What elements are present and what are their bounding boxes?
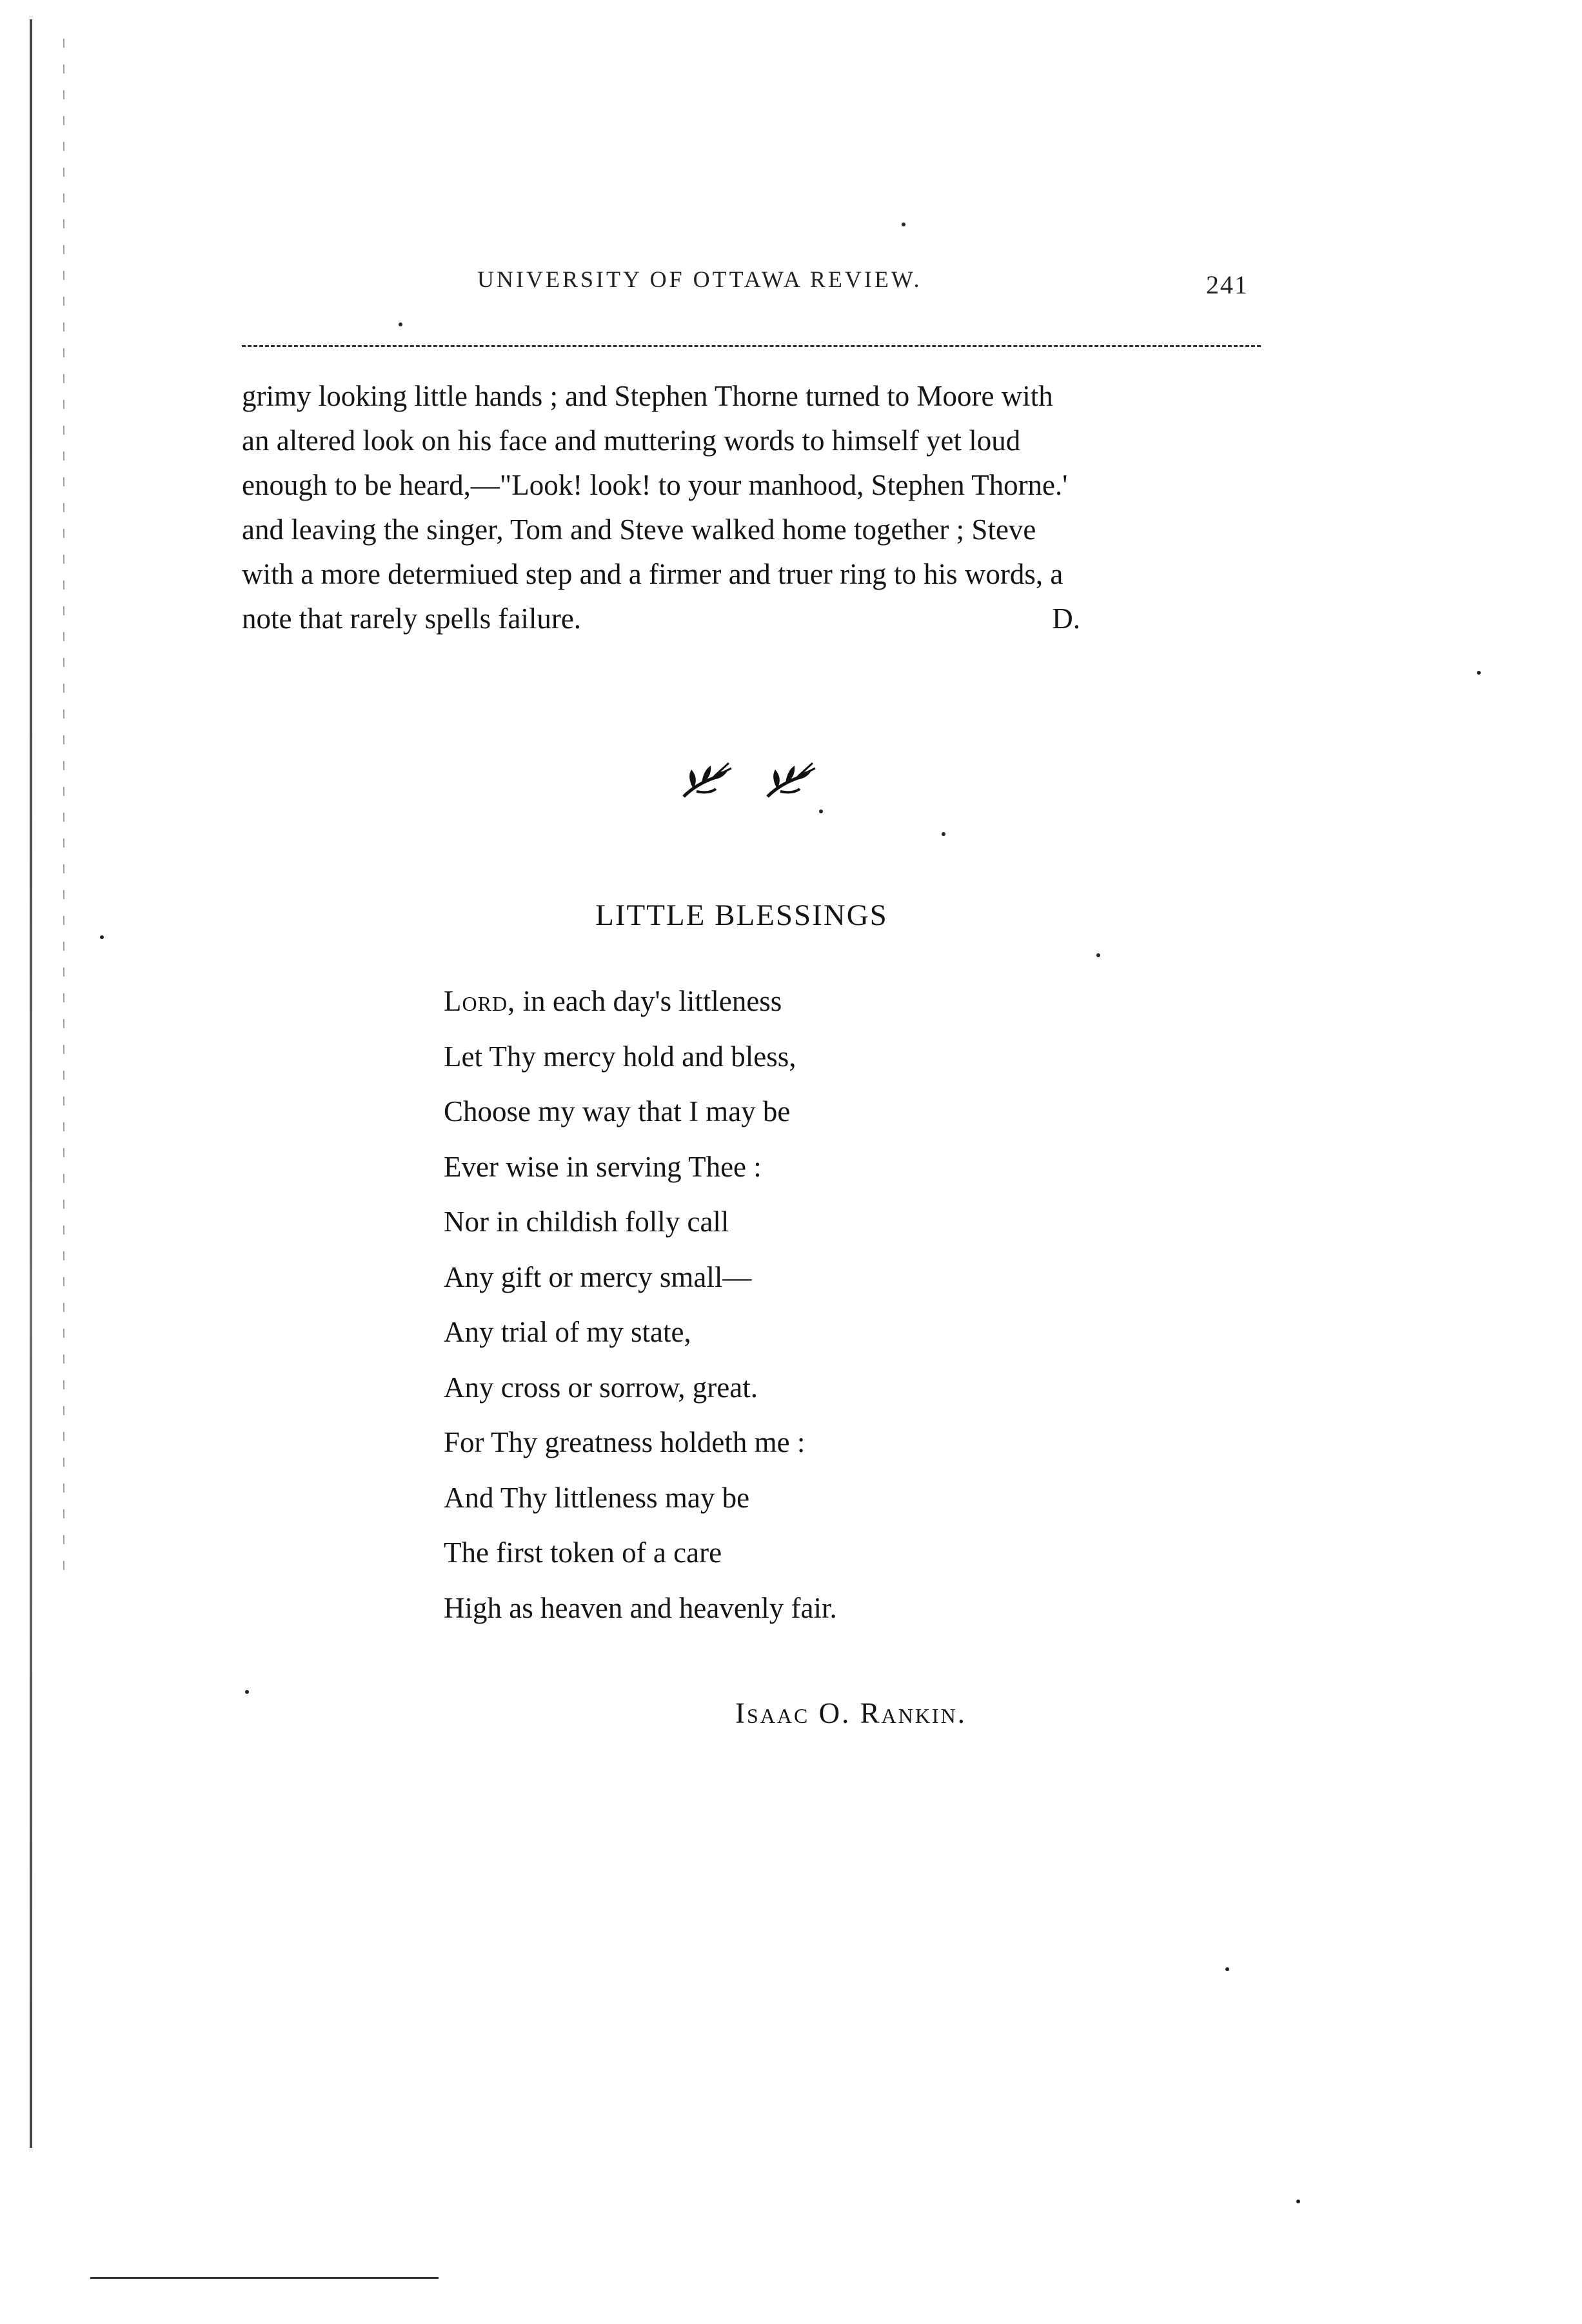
scan-speck [245,1690,249,1694]
poem-line: Let Thy mercy hold and bless, [444,1040,796,1073]
scan-speck [1296,2200,1300,2203]
prose-last-text: note that rarely spells failure. [242,602,582,635]
poem-line: Any cross or sorrow, great. [444,1371,758,1404]
prose-paragraph [242,374,1261,641]
scan-speck [902,223,905,226]
poem-body [444,974,837,1636]
poem-line: Choose my way that I may be [444,1095,791,1127]
poem-author: Isaac O. Rankin. [735,1697,967,1729]
prose-line: an altered look on his face and muttering words to himself yet loud [242,424,1021,457]
poem-line: For Thy greatness holdeth me : [444,1426,806,1458]
page-number: 241 [1206,270,1249,299]
author-initial: D. [1052,602,1080,635]
leaf-sprig-ornament [677,748,826,806]
running-head: UNIVERSITY OF OTTAWA REVIEW. [477,266,922,292]
scan-speck [1477,671,1481,675]
prose-line: with a more determiued step and a firmer and truer ring to his words, a [242,558,1063,590]
poem-line: Any trial of my state, [444,1316,691,1348]
prose-last-line [242,597,1080,641]
poem-line: High as heaven and heavenly fair. [444,1591,837,1624]
scan-artifact-line [90,2277,439,2279]
scan-speck [819,809,823,813]
binding-edge [30,19,32,2148]
poem-title: LITTLE BLESSINGS [595,899,888,932]
prose-line: grimy looking little hands ; and Stephen Thorne turned to Moore with [242,380,1053,412]
header-rule [242,345,1261,347]
scan-speck [1096,953,1100,957]
poem-line [444,974,837,1029]
scan-speck [1225,1967,1229,1971]
poem-first-line-rest: in each day's littleness [515,985,782,1017]
prose-line: and leaving the singer, Tom and Steve walked home together ; Steve [242,513,1036,546]
scan-speck [942,832,945,836]
poem-line: Any gift or mercy small— [444,1260,752,1293]
prose-line: enough to be heard,—"Look! look! to your manhood, Stephen Thorne.' [242,469,1068,501]
poem-line: The first token of a care [444,1536,722,1569]
leaf-sprig-icon [677,751,735,803]
binding-edge-dashes [63,39,64,1587]
scan-speck [100,935,104,939]
poem-first-word: Lord, [444,985,516,1017]
leaf-sprig-icon [761,751,819,803]
scan-speck [399,323,402,326]
poem-line: And Thy littleness may be [444,1481,750,1514]
poem-line: Ever wise in serving Thee : [444,1150,762,1183]
poem-line: Nor in childish folly call [444,1206,729,1238]
